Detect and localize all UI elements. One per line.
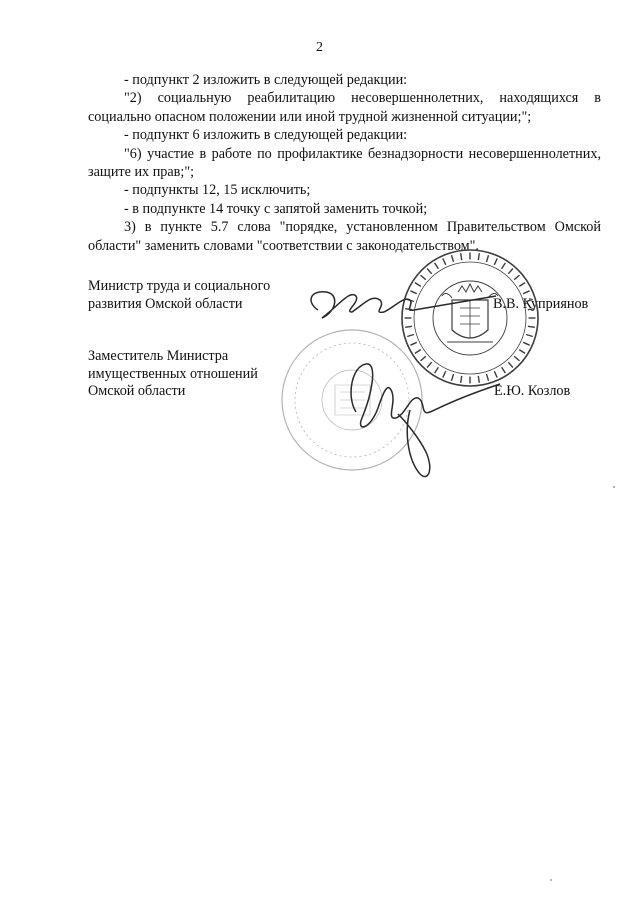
paragraph-5: - подпункты 12, 15 исключить;: [124, 182, 311, 199]
document-body: [88, 71, 601, 255]
deputy-title-line-2: имущественных отношений: [88, 365, 258, 382]
deputy-title: [88, 348, 258, 401]
paragraph-1: - подпункт 2 изложить в следующей редакции:: [124, 72, 408, 88]
seal-left-icon: [282, 330, 422, 470]
deputy-title-line-3: Омской области: [88, 383, 186, 399]
minister-title-line-1: Министр труда и социального: [88, 278, 271, 294]
paragraph-2: "2) социальную реабилитацию несовершеннолетних, находящихся в социально опасном положении или иной трудной жизненной ситуации;";: [88, 90, 601, 125]
minister-title: [88, 278, 270, 313]
deputy-title-line-1: Заместитель Министра: [88, 348, 229, 364]
paragraph-6: - в подпункте 14 точку с запятой заменить точкой;: [124, 200, 428, 217]
paragraph-3: - подпункт 6 изложить в следующей редакции:: [124, 127, 408, 144]
minister-signature-icon: [311, 292, 496, 318]
paragraph-4: "6) участие в работе по профилактике безнадзорности несовершеннолетних, защите их прав;";: [88, 145, 601, 181]
page-number: 2: [316, 40, 323, 55]
deputy-name: Е.Ю. Козлов: [494, 383, 571, 399]
deputy-signature-icon: [351, 364, 500, 477]
minister-name: В.В. Куприянов: [493, 296, 589, 312]
minister-title-line-2: развития Омской области: [88, 295, 243, 312]
paragraph-7: 3) в пункте 5.7 слова "порядке, установленном Правительством Омской области" заменить словами "соответствии с законодательством".: [88, 219, 601, 254]
seal-right-icon: [402, 250, 538, 386]
